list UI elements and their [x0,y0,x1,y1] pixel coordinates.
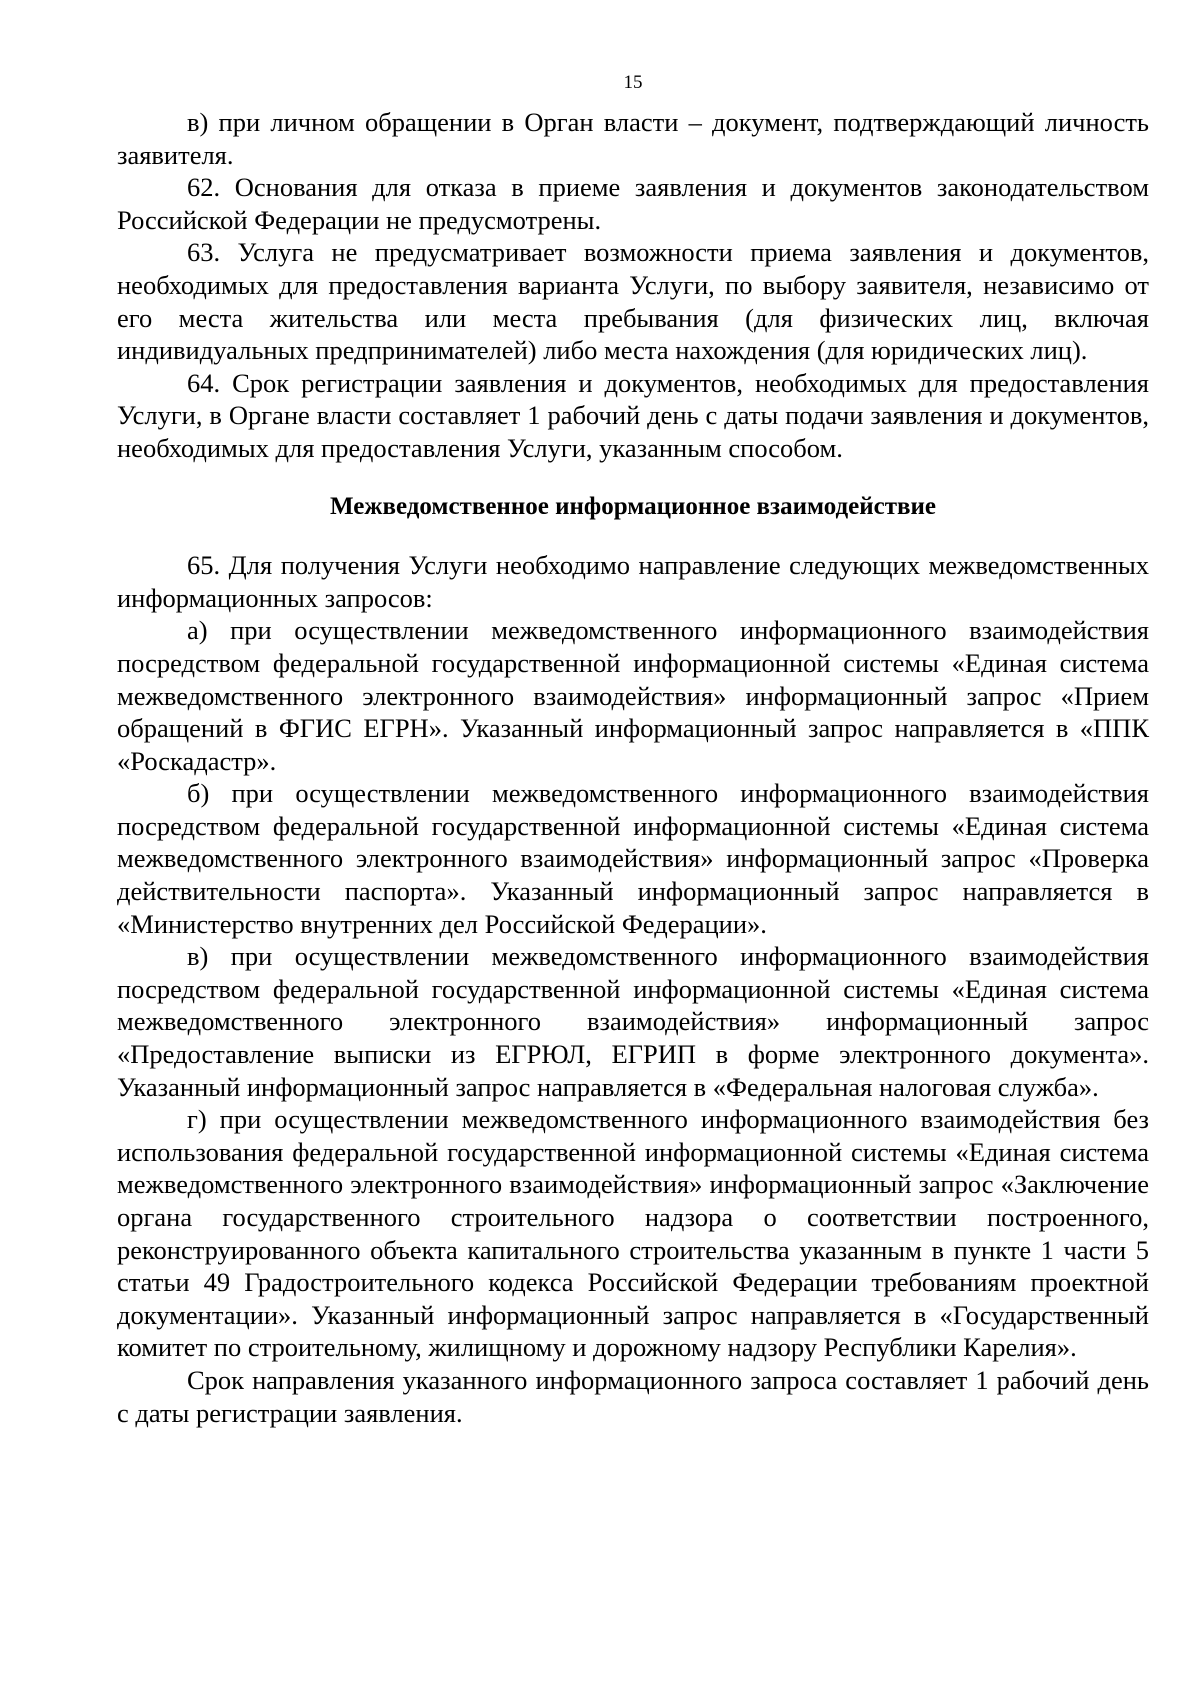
section-heading: Межведомственное информационное взаимодействие [330,492,936,520]
paragraph-65-v: в) при осуществлении межведомственного информационного взаимодействия посредством федеральной государственной информационной системы «Единая система межведомственного электронного взаимодействия» информационный запрос «Предоставление выписки из ЕГРЮЛ, ЕГРИП в форме электронного документа». Указанный информационный запрос направляется в «Федеральная налоговая служба». [117,941,1149,1102]
paragraph-65-g: г) при осуществлении межведомственного информационного взаимодействия без использования федеральной государственной информационной системы «Единая система межведомственного электронного взаимодействия» информационный запрос «Заключение органа государственного строительного надзора о соответствии построенного, реконструированного объекта капитального строительства указанным в пункте 1 части 5 статьи 49 Градостроительного кодекса Российской Федерации требованиям проектной документации». Указанный информационный запрос направляется в «Государственный комитет по строительному, жилищному и дорожному надзору Республики Карелия». [117,1104,1149,1363]
paragraph-65: 65. Для получения Услуги необходимо направление следующих межведомственных информационных запросов: [117,550,1149,613]
paragraph-62: 62. Основания для отказа в приеме заявления и документов законодательством Российской Федерации не предусмотрены. [117,172,1149,235]
paragraph-65-b: б) при осуществлении межведомственного информационного взаимодействия посредством федеральной государственной информационной системы «Единая система межведомственного электронного взаимодействия» информационный запрос «Проверка действительности паспорта». Указанный информационный запрос направляется в «Министерство внутренних дел Российской Федерации». [117,778,1149,939]
document-page [117,60,1149,1429]
paragraph-63: 63. Услуга не предусматривает возможности приема заявления и документов, необходимых для предоставления варианта Услуги, по выбору заявителя, независимо от его места жительства или места пребывания (для физических лиц, включая индивидуальных предпринимателей) либо места нахождения (для юридических лиц). [117,237,1149,366]
paragraph-65-a: а) при осуществлении межведомственного информационного взаимодействия посредством федеральной государственной информационной системы «Единая система межведомственного электронного взаимодействия» информационный запрос «Прием обращений в ФГИС ЕГРН». Указанный информационный запрос направляется в «ППК «Роскадастр». [117,615,1149,776]
paragraph-item-v-identity: в) при личном обращении в Орган власти – документ, подтверждающий личность заявителя. [117,107,1149,170]
page-number: 15 [623,72,643,93]
paragraph-request-deadline: Срок направления указанного информационного запроса составляет 1 рабочий день с даты регистрации заявления. [117,1364,1149,1428]
paragraph-64: 64. Срок регистрации заявления и документов, необходимых для предоставления Услуги, в Органе власти составляет 1 рабочий день с даты подачи заявления и документов, необходимых для предоставления Услуги, указанным способом. [117,367,1149,463]
